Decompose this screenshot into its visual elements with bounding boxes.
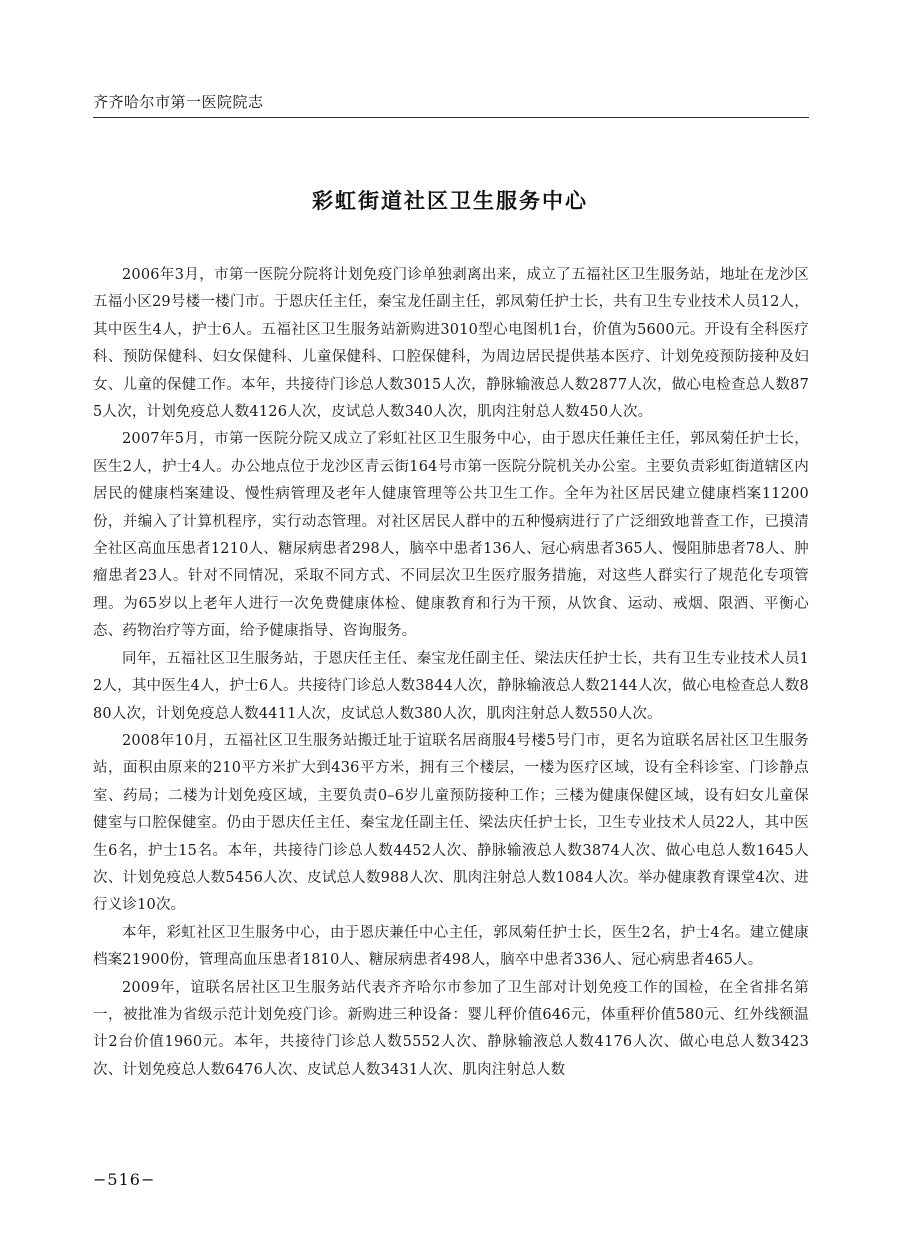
body-text bbox=[93, 262, 809, 1084]
running-header-title: 齐齐哈尔市第一医院院志 bbox=[93, 93, 264, 111]
paragraph: 2007年5月，市第一医院分院又成立了彩虹社区卫生服务中心，由于恩庆任兼任主任，郭凤菊任护士长，医生2人，护士4人。办公地点位于龙沙区青云街164号市第一医院分院机关办公室。主要负责彩虹街道辖区内居民的健康档案建设、慢性病管理及老年人健康管理等公共卫生工作。全年为社区居民建立健康档案11200份，并编入了计算机程序，实行动态管理。对社区居民人群中的五种慢病进行了广泛细致地普查工作，已摸清全社区高血压患者1210人、糖尿病患者298人，脑卒中患者136人、冠心病患者365人、慢阻肺患者78人、肿瘤患者23人。针对不同情况，采取不同方式、不同层次卫生医疗服务措施，对这些人群实行了规范化专项管理。为65岁以上老年人进行一次免费健康体检、健康教育和行为干预，从饮食、运动、戒烟、限酒、平衡心态、药物治疗等方面，给予健康指导、咨询服务。 bbox=[93, 431, 809, 640]
page-number: −516− bbox=[93, 1170, 156, 1189]
paragraph: 2006年3月，市第一医院分院将计划免疫门诊单独剥离出来，成立了五福社区卫生服务站，地址在龙沙区五福小区29号楼一楼门市。于恩庆任主任，秦宝龙任副主任，郭凤菊任护士长，共有卫生专业技术人员12人，其中医生4人，护士6人。五福社区卫生服务站新购进3010型心电图机1台，价值为5600元。开设有全科医疗科、预防保健科、妇女保健科、儿童保健科、口腔保健科，为周边居民提供基本医疗、计划免疫预防接种及妇女、儿童的保健工作。本年，共接待门诊总人数3015人次，静脉输液总人数2877人次，做心电检查总人数875人次，计划免疫总人数4126人次，皮试总人数340人次，肌肉注射总人数450人次。 bbox=[93, 267, 809, 421]
paragraph: 本年，彩虹社区卫生服务中心，由于恩庆兼任中心主任，郭凤菊任护士长，医生2名，护士4名。建立健康档案21900份，管理高血压患者1810人、糖尿病患者498人，脑卒中患者336人、冠心病患者465人。 bbox=[93, 924, 809, 969]
section-title: 彩虹街道社区卫生服务中心 bbox=[312, 189, 588, 213]
paragraph: 同年，五福社区卫生服务站，于恩庆任主任、秦宝龙任副主任、梁法庆任护士长，共有卫生专业技术人员12人，其中医生4人，护士6人。共接待门诊总人数3844人次，静脉输液总人数2144人次，做心电检查总人数880人次，计划免疫总人数4411人次，皮试总人数380人次，肌肉注射总人数550人次。 bbox=[93, 650, 809, 722]
header-divider bbox=[93, 117, 809, 118]
paragraph: 2008年10月，五福社区卫生服务站搬迁址于谊联名居商服4号楼5号门市，更名为谊联名居社区卫生服务站，面积由原来的210平方米扩大到436平方米，拥有三个楼层，一楼为医疗区域，设有全科诊室、门诊静点室、药局；二楼为计划免疫区域，主要负责0–6岁儿童预防接种工作；三楼为健康保健区域，设有妇女儿童保健室与口腔保健室。仍由于恩庆任主任、秦宝龙任副主任、梁法庆任护士长，卫生专业技术人员22人，其中医生6名，护士15名。本年，共接待门诊总人数4452人次、静脉输液总人数3874人次、做心电总人数1645人次、计划免疫总人数5456人次、皮试总人数988人次、肌肉注射总人数1084人次。举办健康教育课堂4次、进行义诊10次。 bbox=[93, 732, 809, 914]
paragraph: 2009年，谊联名居社区卫生服务站代表齐齐哈尔市参加了卫生部对计划免疫工作的国检，在全省排名第一，被批准为省级示范计划免疫门诊。新购进三种设备：婴儿秤价值646元，体重秤价值580元、红外线额温计2台价值1960元。本年，共接待门诊总人数5552人次、静脉输液总人数4176人次、做心电总人数3423次、计划免疫总人数6476人次、皮试总人数3431人次、肌肉注射总人数 bbox=[93, 979, 809, 1078]
